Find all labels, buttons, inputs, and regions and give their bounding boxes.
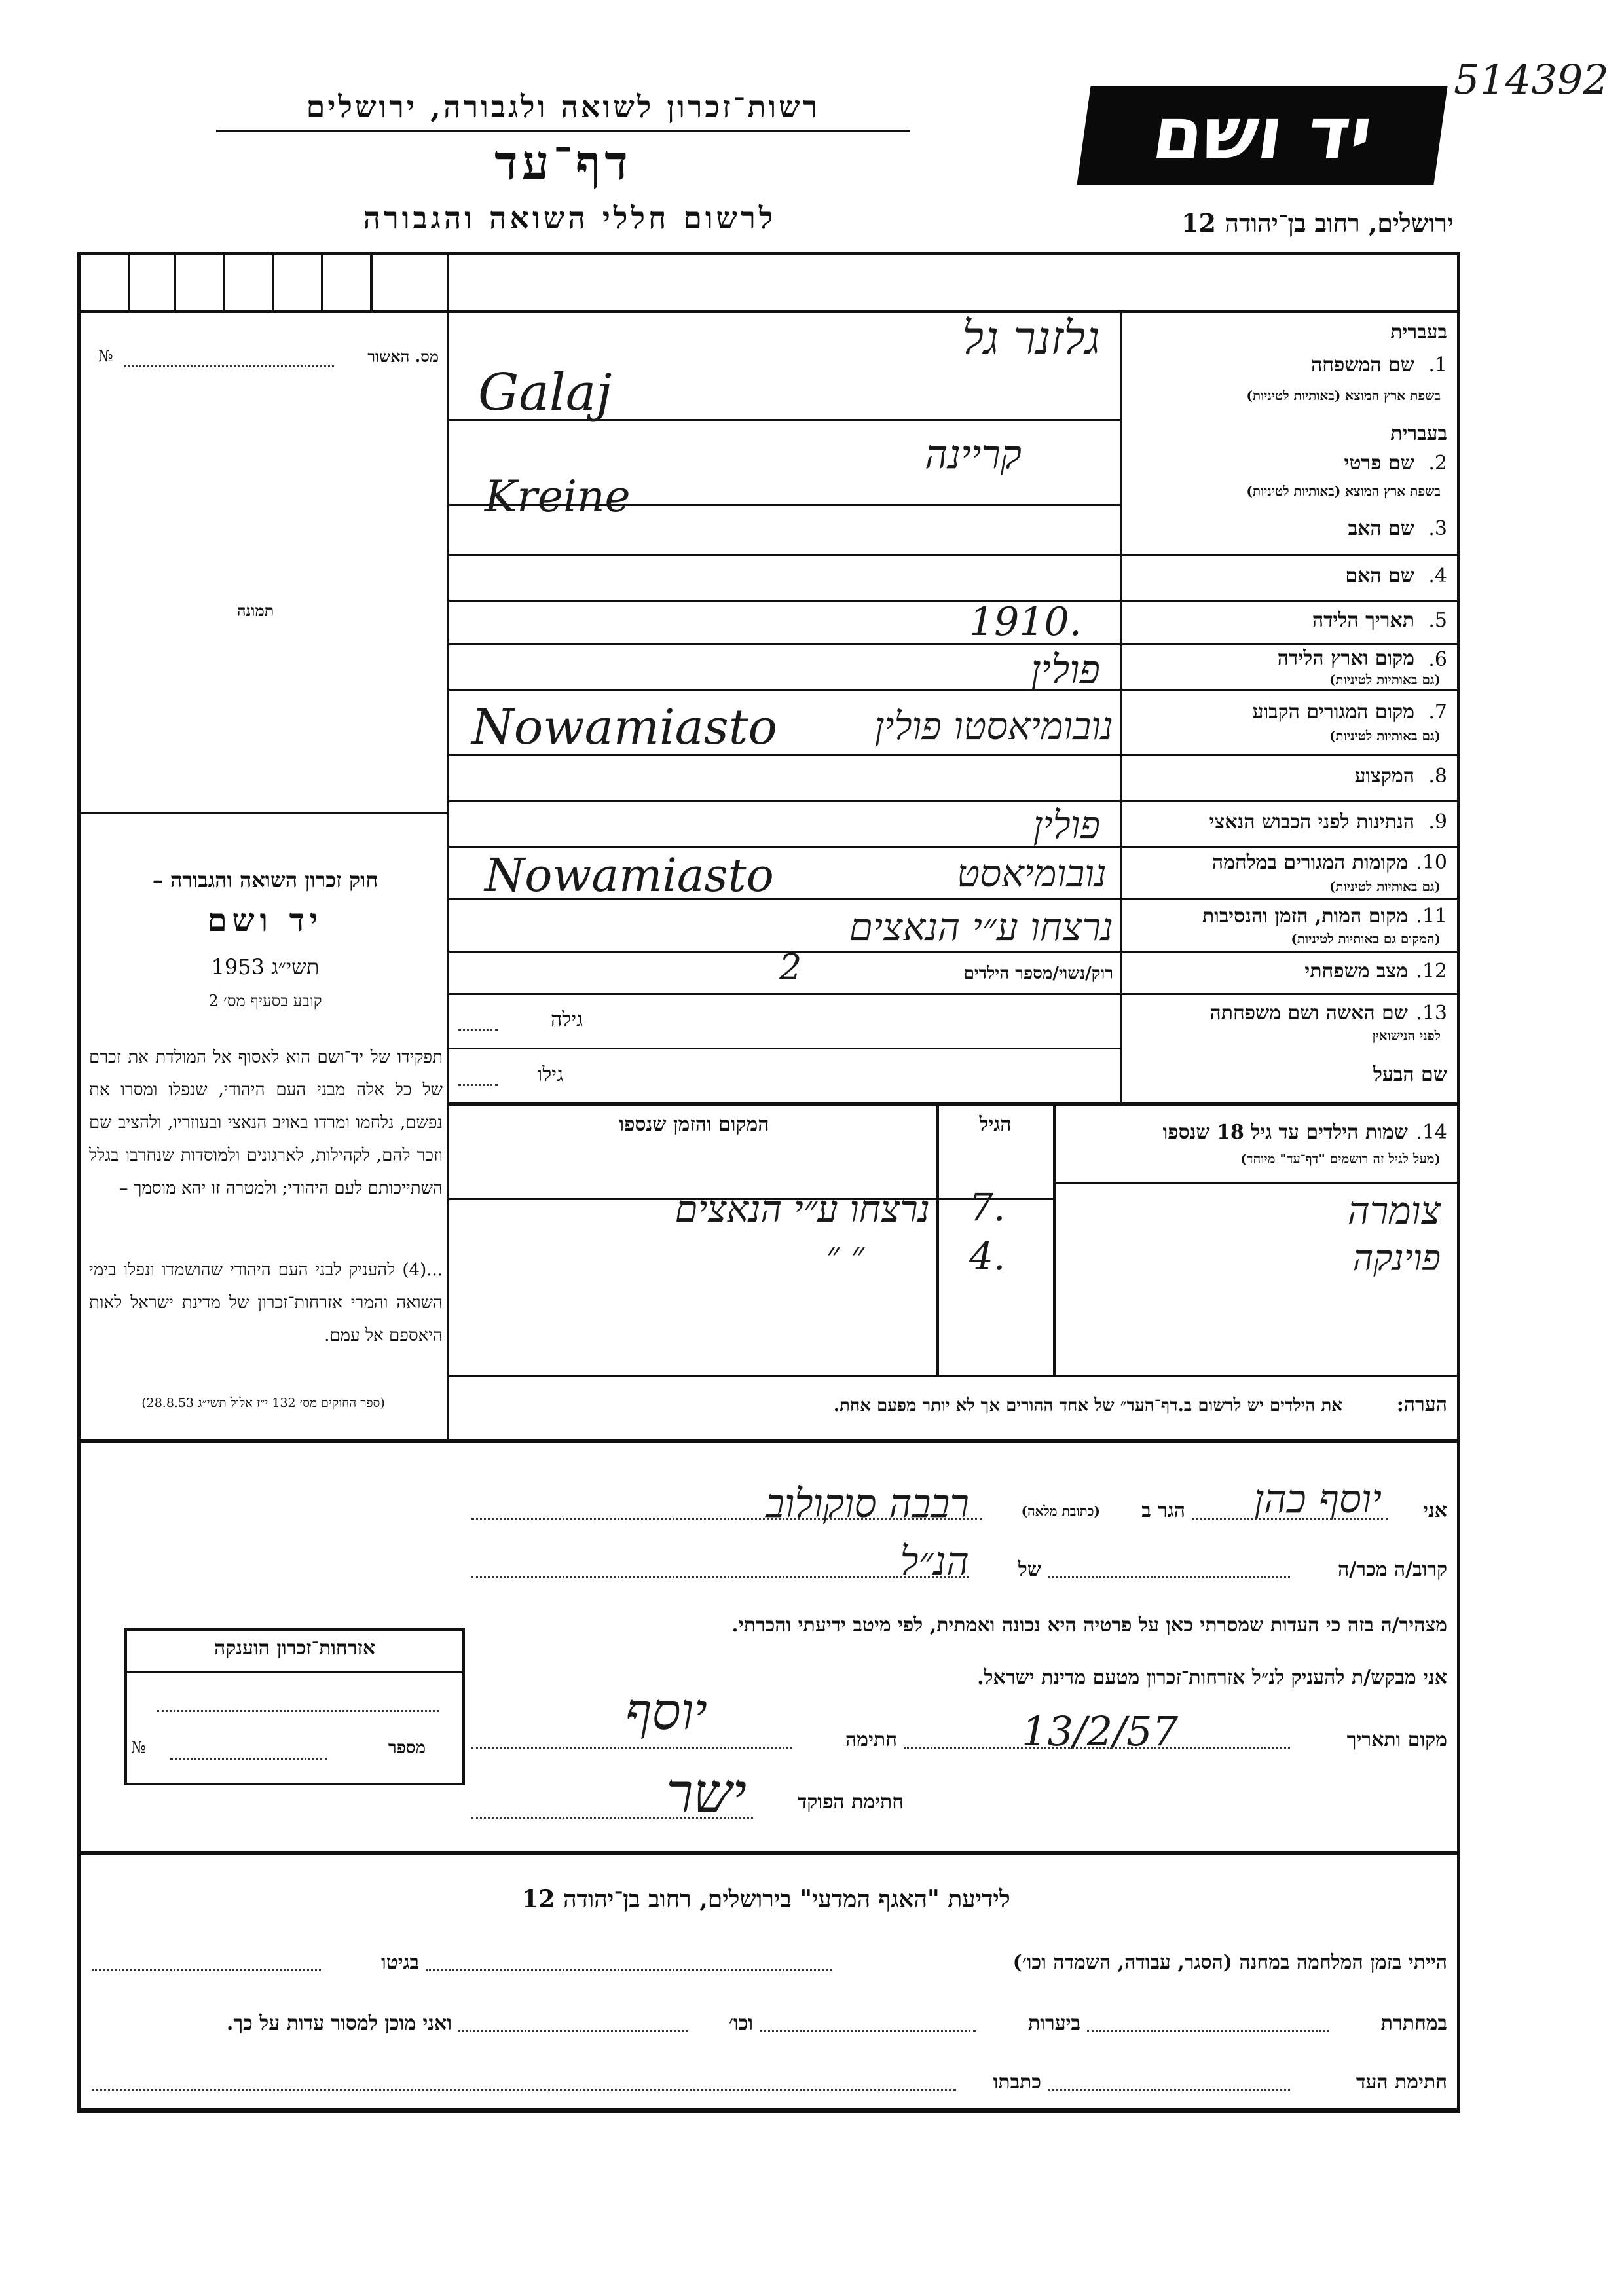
authority-name: רשות־זכרון לשואה ולגבורה, ירושלים [306, 89, 821, 124]
archive-number: 514392 [1454, 56, 1609, 103]
field-5-num: 5. [1428, 609, 1447, 632]
child-name: צומרה [1347, 1188, 1441, 1233]
field-12-value: רוק/נשוי/מספר הילדים [963, 964, 1113, 983]
logo-text: יד ושם [1147, 92, 1378, 175]
officer-signature: ישר [666, 1761, 747, 1825]
children-col-place: המקום והזמן שנספו [619, 1113, 769, 1136]
field-1-num: 1. [1428, 354, 1447, 376]
bottom-line1-b: בגיטו [380, 1951, 419, 1974]
field-3-label: שם האב [1348, 517, 1414, 540]
declaration-text: מצהיר/ה בזה כי העדות שמסרתי כאן על פרטיה היא נכונה ואמתית, לפי מיטב ידיעתי והכרתי. [731, 1614, 1447, 1637]
memorial-number-sign: № [131, 1738, 146, 1757]
witness-name: יוסף כהן [1253, 1476, 1382, 1522]
field-8-num: 8. [1428, 765, 1447, 788]
photo-label: תמונה [236, 601, 274, 620]
field-5-label: תאריך הלידה [1312, 609, 1414, 632]
field-6-sub: (גם באותיות לטיניות) [1329, 672, 1441, 687]
field-1-value-latin: Galaj [478, 363, 612, 422]
field-13-label: שם האשה ושם משפחתה [1209, 1002, 1408, 1025]
field-2-value-hebrew: קריינה [925, 432, 1022, 478]
field-9-label: הנתינות לפני הכבוש הנאצי [1209, 811, 1414, 833]
request-text: אני מבקש/ת להעניק לנ״ל אזרחות־זכרון מטעם מדינת ישראל. [977, 1666, 1447, 1689]
field-7-num: 7. [1428, 701, 1447, 723]
place-date-value: 13/2/57 [1022, 1707, 1179, 1755]
children-num: 14. [1416, 1121, 1447, 1144]
field-13-sub: לפני הנישואין [1372, 1028, 1441, 1044]
husband-age-label: גילו [537, 1063, 563, 1086]
field-12-label: מצב משפחתי [1304, 960, 1408, 983]
field-2-num: 2. [1428, 452, 1447, 475]
witness-signature: יוסף [625, 1683, 707, 1741]
field-1-hebrew-tag: בעברית [1390, 321, 1447, 344]
law-title: חוק זכרון השואה והגבורה – [152, 867, 378, 892]
law-source: (ספר החוקים מס׳ 132 י״ז אלול תשי״ג 28.8.53) [141, 1396, 385, 1410]
child-age: 4. [969, 1234, 1006, 1279]
witness-address-hint: (כתובת מלאה) [1021, 1503, 1100, 1519]
child-name: פוינקה [1352, 1237, 1441, 1279]
field-2-value-latin: Kreine [485, 471, 631, 522]
child-age: 7. [969, 1185, 1006, 1230]
yad-vashem-logo [1077, 86, 1447, 185]
field-13-age-label: גילה [550, 1008, 583, 1031]
field-11-sub: (המקום גם באותיות לטיניות) [1291, 931, 1441, 947]
field-12-num: 12. [1416, 960, 1447, 983]
approval-label: מס. האשור [367, 347, 439, 366]
bottom-title: לידיעת "האגף המדעי" בירושלים, רחוב בן־יהודה 12 [522, 1886, 1010, 1913]
note-text: את הילדים יש לרשום ב.דף־העד״ של אחד ההורים אך לא יותר מפעם אחת. [833, 1396, 1342, 1415]
bottom-line2-c: וכו׳ [729, 2012, 753, 2035]
law-paragraph-1: תפקידו של יד־ושם הוא לאסוף אל המולדת את זכרם של כל אלה מבני העם היהודי, שנפלו ומסרו את נפשם, נלחמו ומרדו באויב הנאצי ובעוזריו, ולהציב שם וזכר להם, לקהילות, לארגונים ולמוסדות שנחרבו בגלל השתייכותם לעם היהודי; ולמטרה זו יהא מוסמך – [89, 1048, 443, 1198]
of-label: של [1018, 1558, 1041, 1581]
field-10-label: מקומות המגורים במלחמה [1211, 851, 1408, 874]
field-3-num: 3. [1428, 517, 1447, 540]
field-9-num: 9. [1428, 811, 1447, 833]
field-11-value: נרצחו ע״י הנאצים [849, 905, 1113, 949]
field-1-sub: בשפת ארץ המוצא (באותיות לטיניות) [1246, 388, 1441, 403]
field-10-value-hebrew: נובומיאסט [957, 851, 1107, 896]
field-8-label: המקצוע [1354, 765, 1414, 788]
bottom-line1-a: הייתי בזמן המלחמה במחנה (הסגר, עבודה, השמדה וכו׳) [1012, 1951, 1447, 1974]
field-5-value: 1910. [969, 599, 1082, 645]
field-4-num: 4. [1428, 564, 1447, 587]
field-6-label: מקום וארץ הלידה [1277, 647, 1414, 670]
field-1-label: שם המשפחה [1310, 354, 1414, 376]
child-place: ״ ״ [826, 1234, 864, 1275]
bottom-line2-b: ביערות [1027, 2012, 1080, 2035]
bottom-line3-b: כתבתו [993, 2071, 1041, 2094]
law-clause: קובע בסעיף מס׳ 2 [208, 992, 322, 1010]
address: ירושלים, רחוב בן־יהודה 12 [1181, 208, 1454, 238]
field-7-label: מקום המגורים הקבוע [1252, 701, 1414, 723]
children-col-age: הגיל [979, 1113, 1012, 1136]
children-sub: (מעל לגיל זה רושמים "דף־עד" מיוחד) [1240, 1151, 1441, 1167]
relation-value: הנ״ל [900, 1539, 969, 1584]
field-10-value-latin: Nowamiasto [485, 848, 774, 902]
field-2-hebrew-tag: בעברית [1390, 422, 1447, 445]
approval-number-sign: № [98, 347, 113, 365]
field-9-value: פולין [1033, 803, 1100, 847]
field-10-num: 10. [1416, 851, 1447, 874]
field-13-num: 13. [1416, 1002, 1447, 1025]
authority-underline [216, 130, 910, 132]
law-name: יד ושם [207, 902, 323, 939]
field-2-label: שם פרטי [1344, 452, 1414, 475]
field-12-children-count: 2 [779, 947, 802, 988]
husband-label: שם הבעל [1373, 1063, 1447, 1086]
field-4-label: שם האם [1345, 564, 1414, 587]
field-6-num: 6. [1428, 648, 1447, 671]
field-6-value: פולין [1031, 647, 1100, 693]
form-subtitle: לרשום חללי השואה והגבורה [363, 200, 777, 236]
field-7-sub: (גם באותיות לטיניות) [1329, 728, 1441, 744]
witness-i-label: אני [1423, 1499, 1447, 1522]
bottom-line3-a: חתימת העד [1356, 2071, 1447, 2094]
field-7-value-latin: Nowamiasto [471, 699, 777, 756]
field-1-value-hebrew: גלזנר גל [962, 311, 1100, 365]
relative-label: קרוב/ה מכר/ה [1338, 1558, 1447, 1581]
child-place: נרצחו ע״י הנאצים [674, 1188, 930, 1231]
bottom-line2-a: במחתרת [1380, 2012, 1447, 2035]
witness-resides-label: הגר ב [1141, 1499, 1185, 1522]
field-11-label: מקום המות, הזמן והנסיבות [1202, 905, 1408, 928]
children-label: שמות הילדים עד גיל 18 שנספו [1162, 1121, 1408, 1144]
witness-address: רבבה סוקולוב [766, 1481, 969, 1527]
memorial-number-label: מספר [388, 1738, 426, 1758]
law-year: תשי״ג 1953 [211, 955, 320, 979]
signature-label: חתימה [845, 1728, 897, 1751]
law-paragraph-2: ...(4) להעניק לבני העם היהודי שהושמדו ונפלו בימי השואה והמרי אזרחות־זכרון של מדינת ישראל לאות היאספם אל עמם. [89, 1260, 443, 1345]
note-label: הערה: [1396, 1393, 1447, 1416]
field-2-sub: בשפת ארץ המוצא (באותיות לטיניות) [1246, 483, 1441, 499]
bottom-line2-d: ואני מוכן למסור עדות על כך. [226, 2012, 452, 2035]
field-10-sub: (גם באותיות לטיניות) [1329, 879, 1441, 894]
officer-label: חתימת הפוקד [797, 1791, 904, 1813]
form-title: דף־עד [494, 135, 632, 191]
field-11-num: 11. [1416, 905, 1447, 928]
memorial-box-title: אזרחות־זכרון הוענקה [213, 1637, 376, 1660]
field-7-value-hebrew: נובומיאסטו פולין [874, 704, 1113, 748]
place-date-label: מקום ותאריך [1346, 1728, 1447, 1751]
